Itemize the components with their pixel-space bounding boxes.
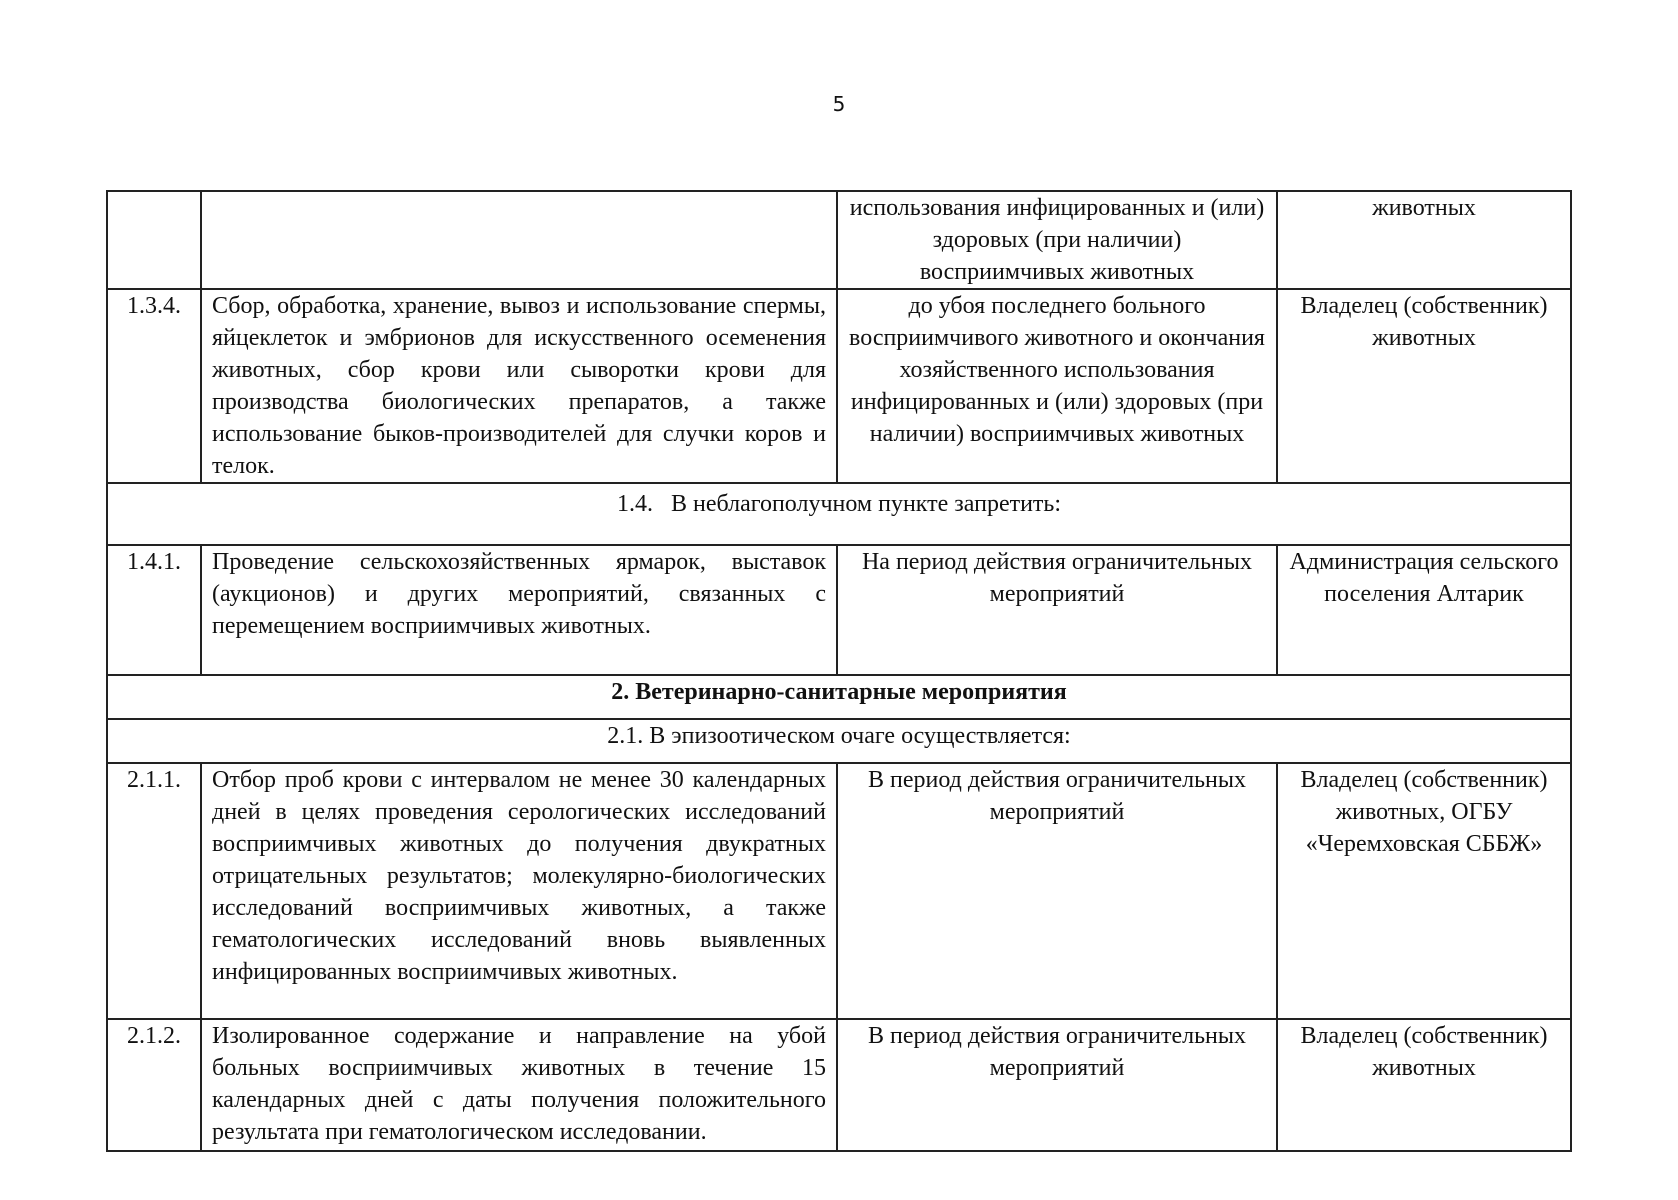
section-row — [107, 483, 1571, 545]
section-heading-2-1: 2.1. В эпизоотическом очаге осуществляется: — [107, 719, 1571, 763]
measure-period: На период действия ограничительных мероприятий — [837, 545, 1277, 675]
item-number: 2.1.1. — [107, 763, 201, 1019]
table-row — [107, 1019, 1571, 1151]
section-row — [107, 719, 1571, 763]
measure-description: Сбор, обработка, хранение, вывоз и использование спермы, яйцеклеток и эмбрионов для искусственного осеменения животных, сбор крови или сыворотки крови для производства биологических препаратов, а также использование быков-производителей для случки коров и телок. — [201, 289, 837, 483]
section-heading-1-4: 1.4. В неблагополучном пункте запретить: — [107, 483, 1571, 545]
table-row — [107, 191, 1571, 289]
responsible-party: животных — [1277, 191, 1571, 289]
responsible-party: Владелец (собственник) животных — [1277, 1019, 1571, 1151]
item-number — [107, 191, 201, 289]
page-number: 5 — [832, 92, 846, 116]
measure-description — [201, 191, 837, 289]
table-row — [107, 763, 1571, 1019]
measure-description: Изолированное содержание и направление на убой больных восприимчивых животных в течение 15 календарных дней с даты получения положительного результата при гематологическом исследовании. — [201, 1019, 837, 1151]
responsible-party: Владелец (собственник) животных — [1277, 289, 1571, 483]
responsible-party: Администрация сельского поселения Алтарик — [1277, 545, 1571, 675]
measure-description: Проведение сельскохозяйственных ярмарок, выставок (аукционов) и других мероприятий, связанных с перемещением восприимчивых животных. — [201, 545, 837, 675]
measure-description: Отбор проб крови с интервалом не менее 30 календарных дней в целях проведения серологических исследований восприимчивых животных до получения двукратных отрицательных результатов; молекулярно-биологических исследований восприимчивых животных, а также гематологических исследований вновь выявленных инфицированных восприимчивых животных. — [201, 763, 837, 1019]
table-row — [107, 545, 1571, 675]
responsible-party: Владелец (собственник) животных, ОГБУ «Черемховская СББЖ» — [1277, 763, 1571, 1019]
table-row — [107, 289, 1571, 483]
item-number: 1.3.4. — [107, 289, 201, 483]
section-heading-2: 2. Ветеринарно-санитарные мероприятия — [107, 675, 1571, 719]
measures-table — [106, 190, 1572, 1152]
measure-period: использования инфицированных и (или) здоровых (при наличии) восприимчивых животных — [837, 191, 1277, 289]
measure-period: В период действия ограничительных мероприятий — [837, 763, 1277, 1019]
item-number: 2.1.2. — [107, 1019, 201, 1151]
measure-period: В период действия ограничительных мероприятий — [837, 1019, 1277, 1151]
item-number: 1.4.1. — [107, 545, 201, 675]
section-row — [107, 675, 1571, 719]
measure-period: до убоя последнего больного восприимчивого животного и окончания хозяйственного использования инфицированных и (или) здоровых (при наличии) восприимчивых животных — [837, 289, 1277, 483]
